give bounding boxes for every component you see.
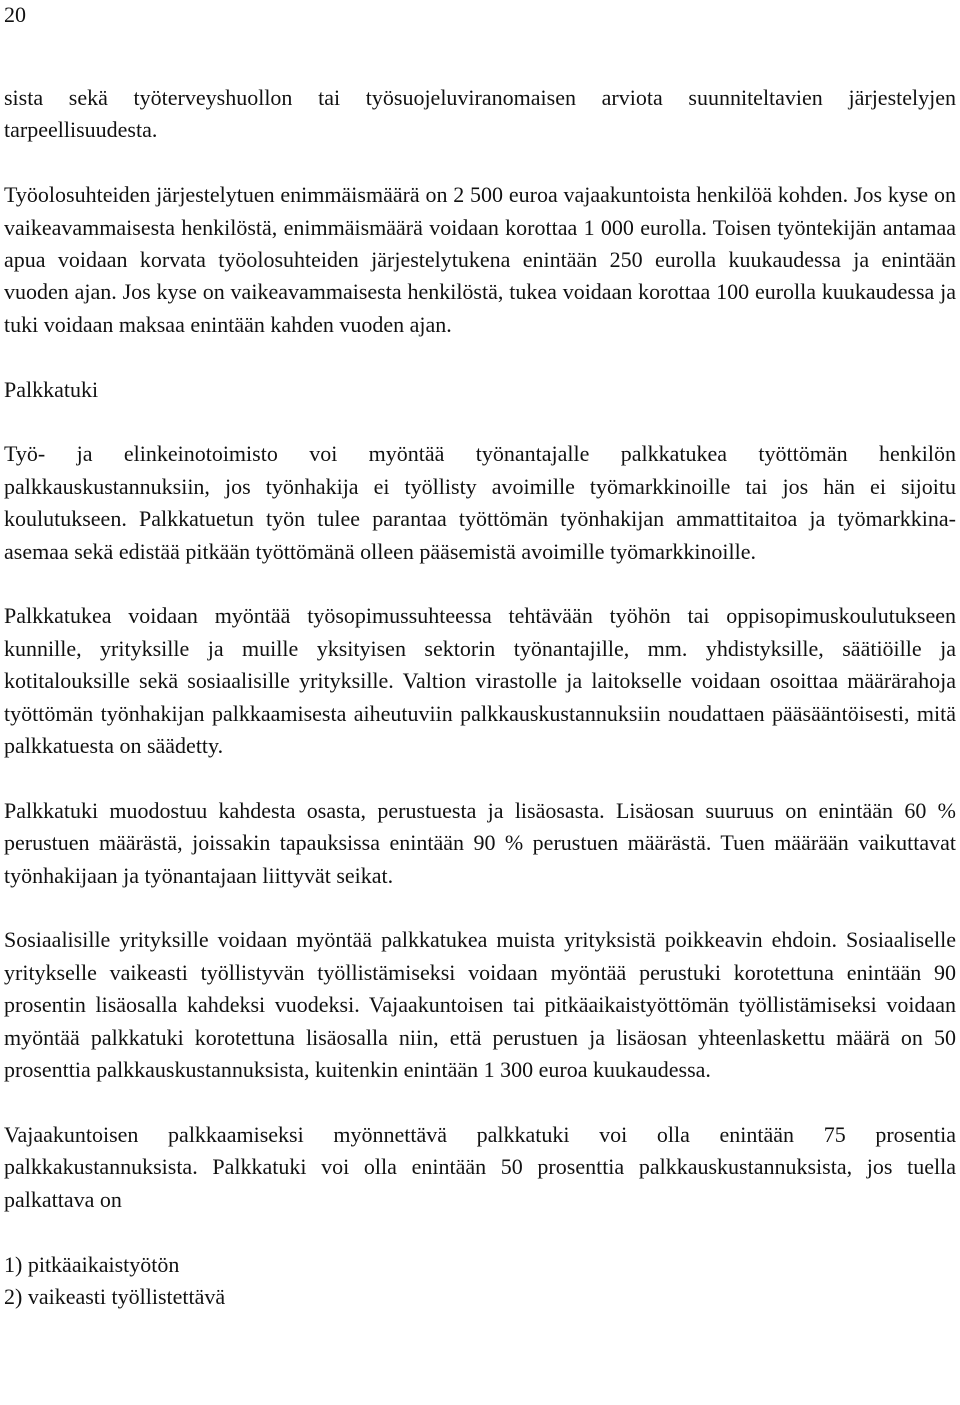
paragraph-working-conditions-support: Työolosuhteiden järjestelytuen enimmäismäärä on 2 500 euroa vajaakuntoista henkilöä kohden. Jos kyse on vaikeavammaisesta henkilöstä, enimmäismäärä voidaan korottaa 1 000 eurolla. Toisen työntekijän antamaa apua voidaan korvata työolosuhteiden järjestelytukena enintään 250 eurolla kuukaudessa ja enintään vuoden ajan. Jos kyse on vaikeavammaisesta henkilöstä, tukea voidaan korottaa 100 eurolla kuukaudessa ja tuki voidaan maksaa enintään kahden vuoden ajan.: [4, 182, 956, 337]
paragraph-intro-continuation: sista sekä työterveyshuollon tai työsuojeluviranomaisen arviota suunniteltavien järjestelyjen tarpeellisuudesta.: [4, 85, 956, 143]
list-item: 2) vaikeasti työllistettävä: [4, 1283, 226, 1309]
paragraph-palkkatuki-2: Palkkatukea voidaan myöntää työsopimussuhteessa tehtävään työhön tai oppisopimuskoulutukseen kunnille, yrityksille ja muille yksityisen sektorin työnantajille, mm. yhdistyksille, säätiöille ja kotitalouksille sekä sosiaalisille yrityksille. Valtion virastolle ja laitokselle voidaan osoittaa määrärahoja työttömän työnhakijan palkkaamisesta aiheutuviin palkkauskustannuksiin noudattaen pääsääntöisesti, mitä palkkatuesta on säädetty.: [4, 603, 956, 759]
paragraph-palkkatuki-5: Vajaakuntoisen palkkaamiseksi myönnettävä palkkatuki voi olla enintään 75 prosentia palkkakustannuksista. Palkkatuki voi olla enintään 50 prosenttia palkkauskustannuksista, jos tuella palkattava on: [4, 1121, 956, 1212]
page-number: 20: [4, 2, 26, 27]
list-item: 1) pitkäaikaistyötön: [4, 1251, 180, 1277]
section-heading-palkkatuki: Palkkatuki: [4, 376, 99, 402]
paragraph-palkkatuki-3: Palkkatuki muodostuu kahdesta osasta, perustuesta ja lisäosasta. Lisäosan suuruus on enintään 60 % perustuen määrästä, joissakin tapauksissa enintään 90 % perustuen määrästä. Tuen määrään vaikuttavat työnhakijaan ja työnantajaan liittyvät seikat.: [4, 797, 956, 888]
eligibility-list: [4, 1249, 956, 1314]
paragraph-palkkatuki-4: Sosiaalisille yrityksille voidaan myöntää palkkatukea muista yrityksistä poikkeavin ehdoin. Sosiaaliselle yritykselle vaikeasti työllistyvän työllistämiseksi voidaan myöntää perustuki korotettuna enintään 90 prosentin lisäosalla kahdeksi vuodeksi. Vajaakuntoisen tai pitkäaikaistyöttömän työllistämiseksi voidaan myöntää palkkatuki korotettuna lisäosalla niin, että perustuen ja lisäosan yhteenlaskettu määrä on 50 prosenttia palkkauskustannuksista, kuitenkin enintään 1 300 euroa kuukaudessa.: [4, 927, 956, 1083]
paragraph-palkkatuki-1: Työ- ja elinkeinotoimisto voi myöntää työnantajalle palkkatukea työttömän henkilön palkkauskustannuksiin, jos työnhakija ei työllisty avoimille työmarkkinoille tai jos hän ei sijoitu koulutukseen. Palkkatuetun työn tulee parantaa työttömän työnhakijan ammattitaitoa ja työmarkkina-asemaa sekä edistää pitkään työttömänä olleen pääsemistä avoimille työmarkkinoille.: [4, 441, 956, 564]
document-body: [4, 82, 956, 1313]
